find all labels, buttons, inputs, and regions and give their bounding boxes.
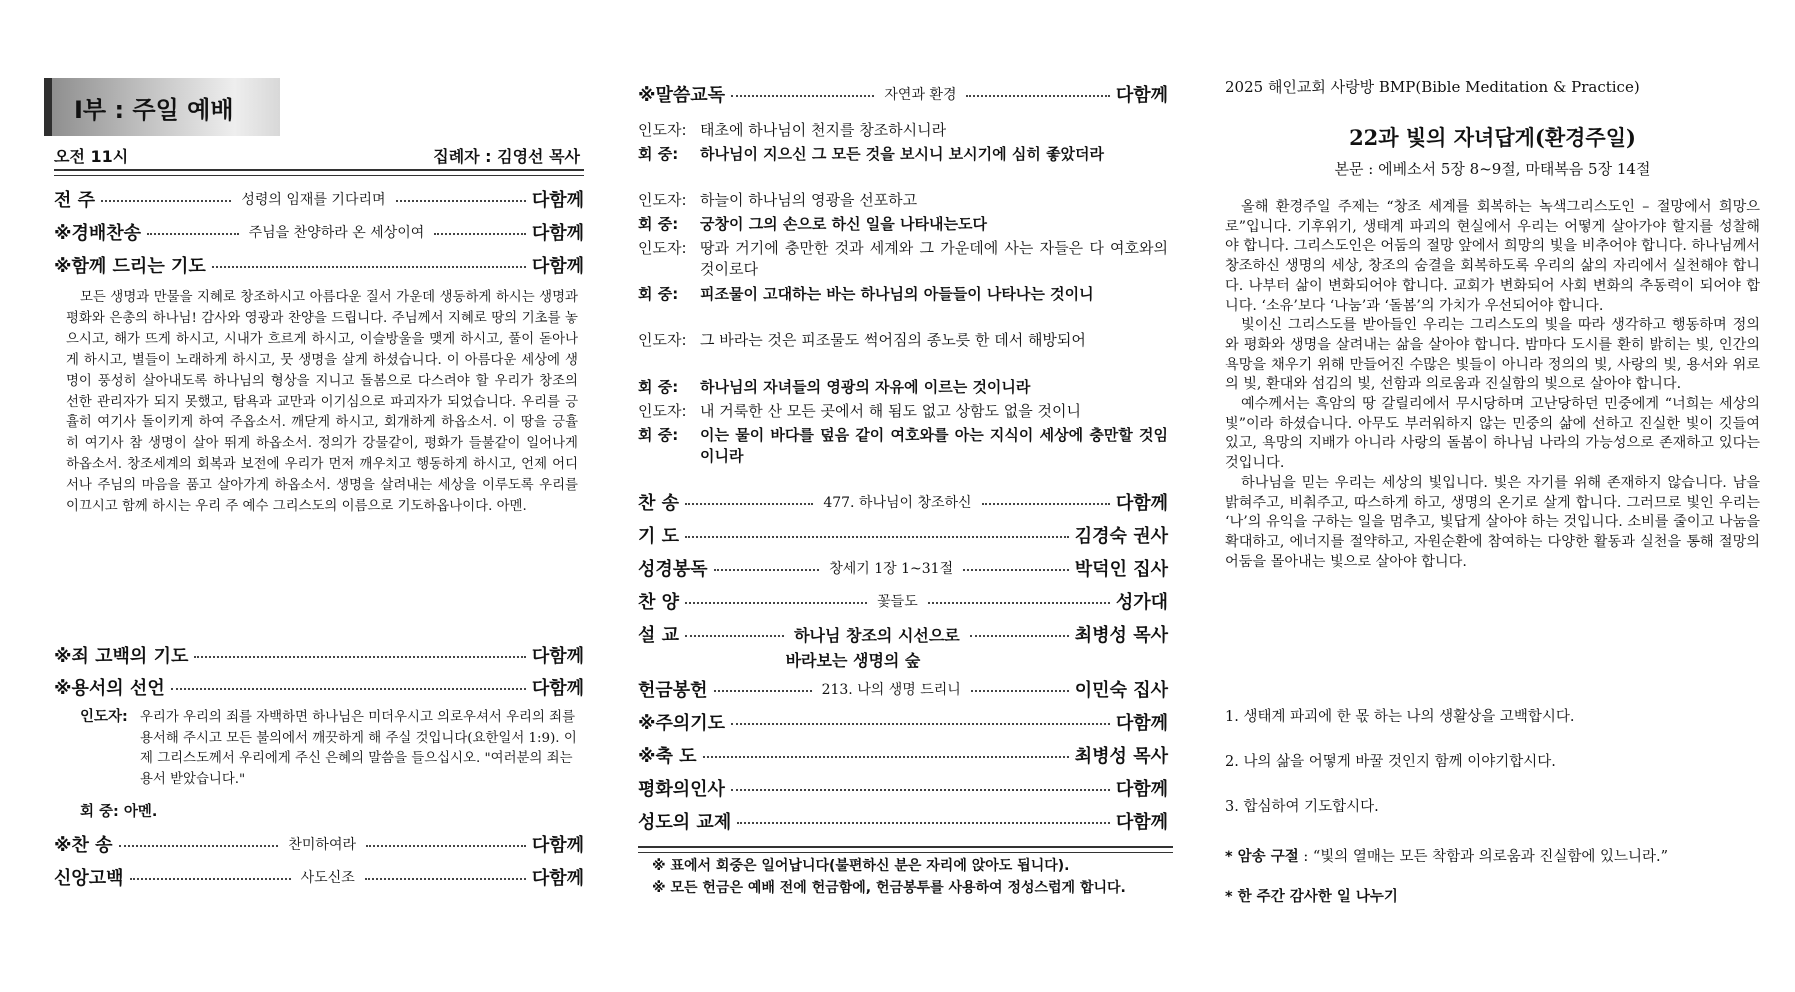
sharing-prompt: * 한 주간 감사한 일 나누기 — [1225, 889, 1398, 905]
scripture-reference: 본문 : 에베소서 5장 8~9절, 마태복음 5장 14절 — [1334, 160, 1651, 178]
litany-line: 회 중: 피조물이 고대하는 바는 하나님의 아들들이 나타나는 것이니 — [638, 285, 1094, 303]
order-item-joint-prayer: ※함께 드리는 기도 다함께 — [54, 256, 584, 277]
lesson-title: 22과 빛의 자녀답게(환경주일) — [1349, 125, 1636, 150]
litany-line: 인도자: 땅과 거기에 충만한 것과 세계와 그 가운데에 사는 자들은 다 여호와의 것이로다 — [638, 239, 1168, 278]
note-offering: ※ 모든 헌금은 예배 전에 헌금함에, 헌금봉투를 사용하여 정성스럽게 합니다. — [652, 880, 1126, 896]
note-standing: ※ 표에서 회중은 일어납니다(불편하신 분은 자리에 앉아도 됩니다). — [652, 858, 1070, 874]
lesson-paragraph: 하나님을 믿는 우리는 세상의 빛입니다. 빛은 자기를 위해 존재하지 않습니다. 남을 밝혀주고, 비춰주고, 따스하게 하고, 생명의 온기로 살게 합니다. 그러므로 빛인 우리는 ‘나’의 유익을 구하는 일을 멈추고, 빛답게 살아야 하는 것입니다. 소비를 줄이고 나눔을 확대하고, 에너지를 절약하고, 자원순환에 참여하는 다양한 활동과 실천을 통해 절망의 어둠을 몰아내는 빛으로 살아야 합니다. — [1225, 474, 1760, 570]
discussion-question: 3. 합심하여 기도합시다. — [1225, 799, 1379, 815]
service-info — [54, 144, 580, 166]
sermon-title-line2: 바라보는 생명의 숲 — [785, 651, 921, 670]
order-item-hymn: ※찬 송 찬미하여라 다함께 — [54, 835, 584, 856]
service-leader: 집례자 : 김영선 목사 — [433, 147, 580, 166]
absolution-declaration — [80, 707, 578, 790]
order-item-peace-greeting: 평화의인사 다함께 — [638, 779, 1168, 800]
lesson-paragraph: 예수께서는 흑암의 땅 갈릴리에서 무시당하며 고난당하던 민중에게 “너희는 세상의 빛”이라 하셨습니다. 아무도 부러워하지 않는 민중의 삶에 선하고 진실한 빛이 깃들여 있고, 욕망의 지배가 아니라 사랑의 돌봄이 하나님 나라의 가능성으로 존재하고 있다는 것입니다. — [1225, 396, 1760, 472]
litany-line: 회 중: 이는 물이 바다를 덮음 같이 여호와를 아는 지식이 세상에 충만할 것임이니라 — [638, 426, 1168, 465]
lesson-body — [1225, 198, 1760, 572]
declaration-response: 회 중: 아멘. — [80, 804, 158, 820]
litany-line: 회 중: 하나님이 지으신 그 모든 것을 보시니 보시기에 심히 좋았더라 — [638, 145, 1105, 163]
order-item-anthem: 찬 양 꽃들도 성가대 — [638, 592, 1169, 613]
memory-verse-text: : “빛의 열매는 모든 착함과 의로움과 진실함에 있느니라.” — [1298, 849, 1669, 865]
section-header — [44, 78, 280, 136]
order-item-responsive-reading: ※말씀교독 자연과 환경 다함께 — [638, 85, 1168, 106]
litany-line: 인도자: 내 거룩한 산 모든 곳에서 해 됨도 없고 상함도 없을 것이니 — [638, 402, 1081, 420]
order-item-fellowship: 성도의 교제 다함께 — [638, 812, 1168, 833]
service-time: 오전 11시 — [54, 147, 129, 166]
litany-line: 회 중: 하나님의 자녀들의 영광의 자유에 이르는 것이니라 — [638, 378, 1031, 396]
lesson-paragraph: 올해 환경주일 주제는 “창조 세계를 회복하는 녹색그리스도인 – 절망에서 희망으로”입니다. 기후위기, 생태계 파괴의 현실에서 우리는 어떻게 살아가야 할지를 성찰해야 합니다. 그리스도인은 어둠의 절망 앞에서 희망의 빛을 비추어야 합니다. 하나님께서 창조하신 생명의 세상, 창조의 숨결을 회복하도록 우리의 삶의 자리에서 실천해야 합니다. 나부터 삶이 변화되어야 합니다. 교회가 변화되어 사회 변화의 추동력이 되어야 합니다. ‘소유’보다 ‘나눔’과 ‘돌봄’의 가치가 우선되어야 합니다. — [1225, 199, 1760, 314]
litany-line: 인도자: 하늘이 하나님의 영광을 선포하고 — [638, 191, 918, 209]
order-item-praise: ※경배찬송 주님을 찬양하라 온 세상이여 다함께 — [54, 223, 584, 244]
order-item-confession: ※죄 고백의 기도 다함께 — [54, 646, 584, 667]
order-item-absolution: ※용서의 선언 다함께 — [54, 678, 584, 699]
declaration-text: 우리가 우리의 죄를 자백하면 하나님은 미더우시고 의로우셔서 우리의 죄를 용서해 주시고 모든 불의에서 깨끗하게 해 주실 것입니다(요한일서 1:9). 이제 그리스도께서 우리에게 주신 은혜의 말씀을 들으십시오. "여러분의 죄는 용서 받았습니다." — [140, 710, 577, 787]
order-item-lords-prayer: ※주의기도 다함께 — [638, 713, 1168, 734]
joint-prayer-text: 모든 생명과 만물을 지혜로 창조하시고 아름다운 질서 가운데 생동하게 하시는 생명과 평화와 은총의 하나님! 감사와 영광과 찬양을 드립니다. 주님께서 지혜로 땅의 기초를 놓으시고, 해가 뜨게 하시고, 시내가 흐르게 하시고, 이슬방울을 맺게 하시고, 풀이 돋아나게 하시고, 별들이 노래하게 하시고, 뭇 생명을 살게 하셨습니다. 이 아름다운 세상에 생명이 풍성히 살아내도록 하나님의 형상을 지니고 돌봄으로 다스려야 할 우리가 창조의 선한 관리자가 되지 못했고, 탐욕과 교만과 이기심으로 파괴자가 되었습니다. 우리를 긍휼히 여기사 돌이키게 하여 주옵소서. 깨닫게 하시고, 회개하게 하옵소서. 이 땅을 긍휼히 여기사 참 생명이 살아 뛰게 하옵소서. 정의가 강물같이, 평화가 들불같이 일어나게 하옵소서. 창조세계의 회복과 보전에 우리가 먼저 깨우치고 행동하게 하시고, 언제 어디서나 주님의 마음을 품고 살아가게 하옵소서. 생명을 살려내는 세상을 이루도록 우리를 이끄시고 함께 하시는 우리 주 예수 그리스도의 이름으로 기도하옵나이다. 아멘. — [66, 290, 578, 515]
service-notes — [652, 855, 1172, 899]
divider — [638, 846, 1173, 853]
order-item-hymn: 찬 송 477. 하나님이 창조하신 다함께 — [638, 493, 1169, 514]
section-title: I부 : 주일 예배 — [74, 96, 234, 124]
order-item-creed: 신앙고백 사도신조 다함께 — [54, 868, 584, 889]
study-header: 2025 해인교회 사랑방 BMP(Bible Meditation & Practice) — [1225, 78, 1640, 96]
discussion-question: 2. 나의 삶을 어떻게 바꿀 것인지 함께 이야기합시다. — [1225, 754, 1556, 770]
declaration-speaker: 인도자: — [80, 709, 128, 725]
order-item-prayer: 기 도 김경숙 권사 — [638, 526, 1168, 547]
order-item-benediction: ※축 도 최병성 목사 — [638, 746, 1168, 767]
litany-line: 인도자: 태초에 하나님이 천지를 창조하시니라 — [638, 121, 947, 139]
order-item-sermon: 설 교 하나님 창조의 시선으로 최병성 목사 — [638, 625, 1168, 646]
memory-verse — [1225, 845, 1668, 866]
order-item-scripture: 성경봉독 창세기 1장 1~31절 박덕인 집사 — [638, 559, 1169, 580]
order-item-prelude: 전 주 성령의 임재를 기다리며 다함께 — [54, 190, 585, 211]
discussion-question: 1. 생태계 파괴에 한 몫 하는 나의 생활상을 고백합시다. — [1225, 709, 1575, 725]
lesson-paragraph: 빛이신 그리스도를 받아들인 우리는 그리스도의 빛을 따라 생각하고 행동하며 정의와 평화와 생명을 살려내는 삶을 살아야 합니다. 밤마다 도시를 환히 밝히는 빛, 인간의 욕망을 채우기 위해 만들어진 수많은 빛들이 아니라 정의의 빛, 사랑의 빛, 용서와 위로의 빛, 환대와 섬김의 빛, 선함과 의로움과 진실함의 빛으로 살아야 합니다. — [1225, 317, 1760, 393]
litany-line: 인도자: 그 바라는 것은 피조물도 썩어짐의 종노릇 한 데서 해방되어 — [638, 331, 1086, 349]
order-item-offering: 헌금봉헌 213. 나의 생명 드리니 이민숙 집사 — [638, 680, 1169, 701]
memory-verse-label: * 암송 구절 — [1225, 849, 1299, 865]
divider — [54, 169, 584, 176]
litany-line: 회 중: 궁창이 그의 손으로 하신 일을 나타내는도다 — [638, 215, 987, 233]
